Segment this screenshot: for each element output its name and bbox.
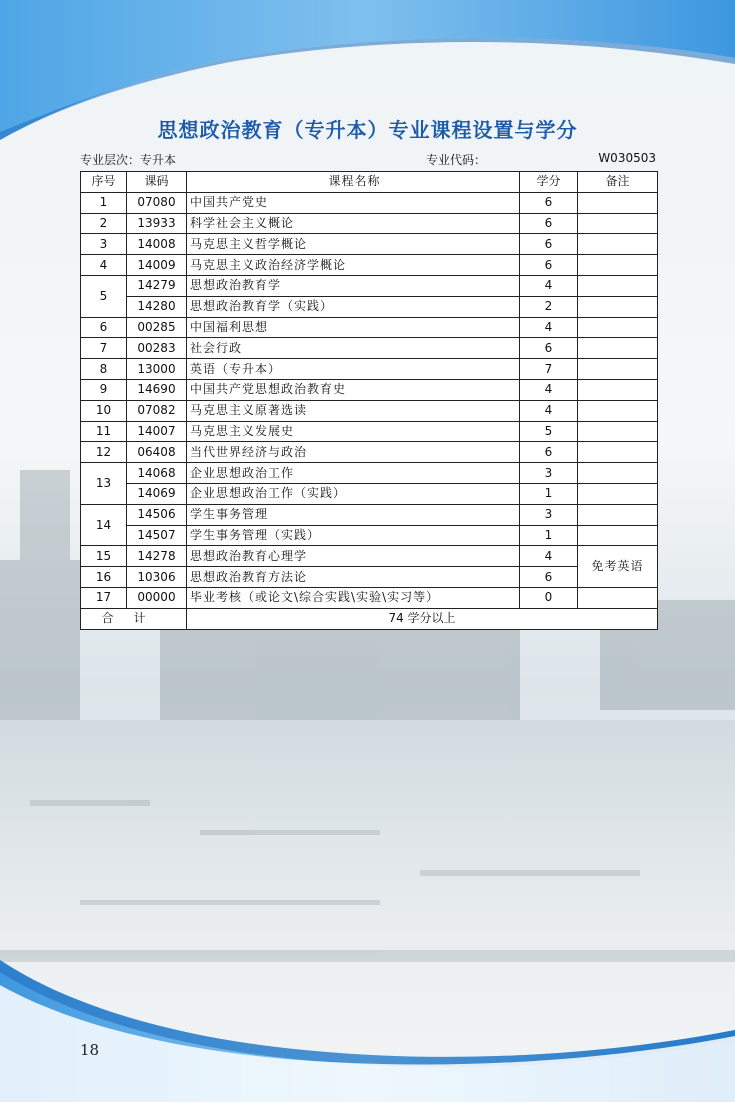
row-no: 17 xyxy=(81,587,127,608)
row-code: 14009 xyxy=(127,255,187,276)
row-code: 14008 xyxy=(127,234,187,255)
header-no: 序号 xyxy=(81,172,127,193)
row-note xyxy=(578,213,658,234)
note-exempt-english: 免考英语 xyxy=(578,546,658,588)
total-value: 74 学分以上 xyxy=(187,608,658,629)
row-credit: 4 xyxy=(520,546,578,567)
table-row xyxy=(81,317,658,338)
row-note xyxy=(578,400,658,421)
table-row xyxy=(81,400,658,421)
row-note xyxy=(578,359,658,380)
row-no: 2 xyxy=(81,213,127,234)
row-code: 00000 xyxy=(127,587,187,608)
row-name: 中国共产党思想政治教育史 xyxy=(187,379,520,400)
row-note xyxy=(578,255,658,276)
row-no: 12 xyxy=(81,442,127,463)
row-code: 14069 xyxy=(127,483,187,504)
row-credit: 3 xyxy=(520,463,578,484)
row-no: 3 xyxy=(81,234,127,255)
row-note xyxy=(578,317,658,338)
table-row xyxy=(81,234,658,255)
row-name: 当代世界经济与政治 xyxy=(187,442,520,463)
table-header-row xyxy=(81,172,658,193)
row-code: 14690 xyxy=(127,379,187,400)
row-code: 14507 xyxy=(127,525,187,546)
table-row xyxy=(81,587,658,608)
row-name: 马克思主义发展史 xyxy=(187,421,520,442)
row-note xyxy=(578,504,658,525)
row-no: 8 xyxy=(81,359,127,380)
major-level: 专业层次：专升本 xyxy=(80,153,177,167)
row-name: 马克思主义哲学概论 xyxy=(187,234,520,255)
curriculum-table xyxy=(80,171,658,630)
row-credit: 6 xyxy=(520,234,578,255)
row-credit: 5 xyxy=(520,421,578,442)
row-note xyxy=(578,275,658,296)
row-no: 9 xyxy=(81,379,127,400)
row-name: 学生事务管理（实践） xyxy=(187,525,520,546)
row-note xyxy=(578,234,658,255)
row-code: 13000 xyxy=(127,359,187,380)
row-no: 5 xyxy=(81,275,127,317)
total-label: 合计 xyxy=(81,608,187,629)
row-credit: 4 xyxy=(520,379,578,400)
row-credit: 6 xyxy=(520,192,578,213)
row-credit: 6 xyxy=(520,255,578,276)
row-note xyxy=(578,192,658,213)
row-credit: 7 xyxy=(520,359,578,380)
table-row xyxy=(81,567,658,588)
major-code-value: W030503 xyxy=(598,151,656,165)
row-credit: 3 xyxy=(520,504,578,525)
row-code: 13933 xyxy=(127,213,187,234)
row-name: 学生事务管理 xyxy=(187,504,520,525)
row-credit: 6 xyxy=(520,213,578,234)
row-credit: 4 xyxy=(520,400,578,421)
header-note: 备注 xyxy=(578,172,658,193)
row-credit: 4 xyxy=(520,275,578,296)
row-note xyxy=(578,463,658,484)
table-row xyxy=(81,504,658,525)
row-code: 14280 xyxy=(127,296,187,317)
table-row xyxy=(81,213,658,234)
header-name: 课程名称 xyxy=(187,172,520,193)
row-code: 14068 xyxy=(127,463,187,484)
table-row xyxy=(81,192,658,213)
table-row xyxy=(81,525,658,546)
row-credit: 0 xyxy=(520,587,578,608)
row-no: 13 xyxy=(81,463,127,505)
row-credit: 4 xyxy=(520,317,578,338)
row-code: 06408 xyxy=(127,442,187,463)
row-no: 6 xyxy=(81,317,127,338)
meta-row xyxy=(80,151,656,169)
row-note xyxy=(578,587,658,608)
total-row xyxy=(81,608,658,629)
row-credit: 6 xyxy=(520,567,578,588)
table-row xyxy=(81,442,658,463)
table-row xyxy=(81,255,658,276)
page-number: 18 xyxy=(80,1041,100,1059)
row-name: 思想政治教育心理学 xyxy=(187,546,520,567)
row-credit: 1 xyxy=(520,483,578,504)
row-no: 7 xyxy=(81,338,127,359)
row-name: 思想政治教育学 xyxy=(187,275,520,296)
row-name: 马克思主义政治经济学概论 xyxy=(187,255,520,276)
row-no: 10 xyxy=(81,400,127,421)
row-no: 1 xyxy=(81,192,127,213)
row-note xyxy=(578,379,658,400)
row-name: 社会行政 xyxy=(187,338,520,359)
row-name: 科学社会主义概论 xyxy=(187,213,520,234)
row-note xyxy=(578,338,658,359)
row-code: 14278 xyxy=(127,546,187,567)
row-code: 10306 xyxy=(127,567,187,588)
row-no: 14 xyxy=(81,504,127,546)
table-row xyxy=(81,379,658,400)
row-code: 14007 xyxy=(127,421,187,442)
table-row xyxy=(81,463,658,484)
row-note xyxy=(578,442,658,463)
row-credit: 1 xyxy=(520,525,578,546)
major-code-label: 专业代码： xyxy=(426,153,487,167)
row-no: 4 xyxy=(81,255,127,276)
row-name: 企业思想政治工作 xyxy=(187,463,520,484)
table-row xyxy=(81,359,658,380)
row-note xyxy=(578,421,658,442)
table-row xyxy=(81,275,658,296)
row-name: 马克思主义原著选读 xyxy=(187,400,520,421)
row-code: 07080 xyxy=(127,192,187,213)
row-code: 07082 xyxy=(127,400,187,421)
table-row xyxy=(81,338,658,359)
row-name: 思想政治教育学（实践） xyxy=(187,296,520,317)
header-code: 课码 xyxy=(127,172,187,193)
table-row xyxy=(81,546,658,567)
table-row xyxy=(81,421,658,442)
row-note xyxy=(578,483,658,504)
page-title: 思想政治教育（专升本）专业课程设置与学分 xyxy=(157,118,578,142)
header-credit: 学分 xyxy=(520,172,578,193)
table-row xyxy=(81,296,658,317)
row-name: 企业思想政治工作（实践） xyxy=(187,483,520,504)
row-no: 15 xyxy=(81,546,127,567)
row-name: 中国共产党史 xyxy=(187,192,520,213)
row-name: 英语（专升本） xyxy=(187,359,520,380)
row-no: 16 xyxy=(81,567,127,588)
row-credit: 2 xyxy=(520,296,578,317)
row-name: 毕业考核（或论文\综合实践\实验\实习等） xyxy=(187,587,520,608)
row-code: 14279 xyxy=(127,275,187,296)
row-code: 00285 xyxy=(127,317,187,338)
row-code: 00283 xyxy=(127,338,187,359)
table-row xyxy=(81,483,658,504)
row-credit: 6 xyxy=(520,442,578,463)
row-name: 中国福利思想 xyxy=(187,317,520,338)
row-credit: 6 xyxy=(520,338,578,359)
row-code: 14506 xyxy=(127,504,187,525)
row-note xyxy=(578,296,658,317)
row-no: 11 xyxy=(81,421,127,442)
row-name: 思想政治教育方法论 xyxy=(187,567,520,588)
row-note xyxy=(578,525,658,546)
